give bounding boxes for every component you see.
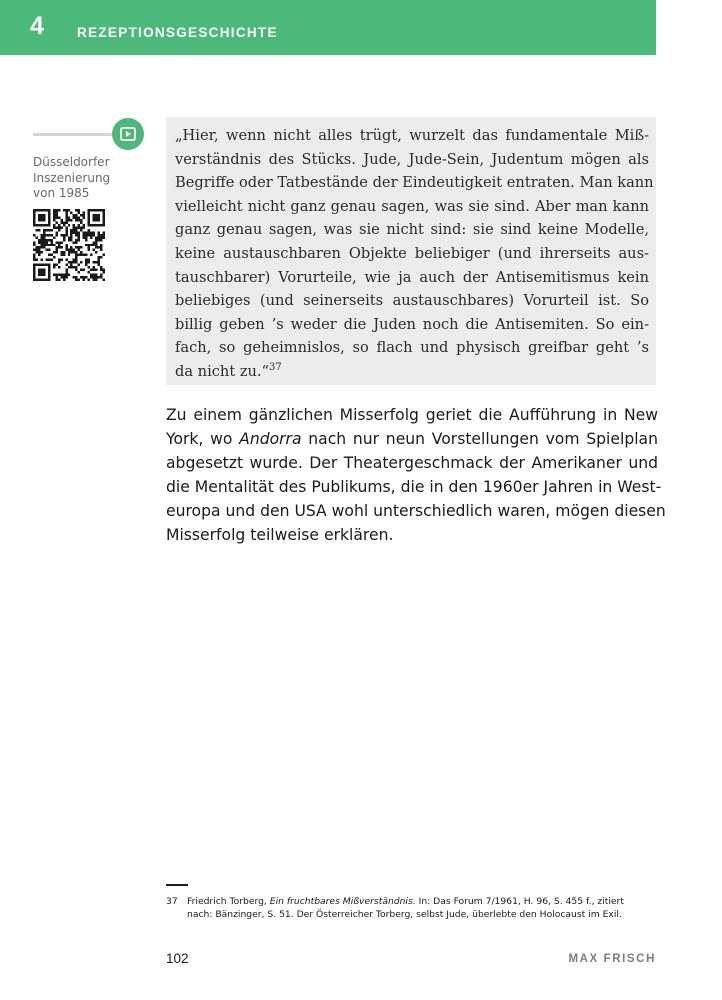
body-line: europa und den USA wohl unterschiedlich waren, mögen diesen [166, 502, 666, 520]
body-line [166, 427, 658, 451]
caption-line: von 1985 [33, 186, 90, 200]
body-text-segment: nach nur neun Vorstellungen vom Spielplan [301, 430, 658, 448]
footnote-reference[interactable]: 37 [269, 361, 282, 373]
body-line: die Mentalität des Publikums, die in den 1960er Jahren in West- [166, 478, 662, 496]
quote-line: billig geben ’s weder die Juden noch die Antisemiten. So ein- [175, 315, 649, 333]
quote-line: da nicht zu.“ [175, 362, 270, 380]
sidebar-divider [33, 133, 117, 136]
quote-line: Begriffe oder Tatbestände der Eindeutigkeit entraten. Man kann [175, 174, 654, 192]
footnote-line: nach: Bänzinger, S. 51. Der Österreicher Torberg, selbst Jude, überlebte den Holocaust im Exil. [187, 909, 622, 920]
caption-line: Inszenierung [33, 170, 111, 185]
quote-line: „Hier, wenn nicht alles trügt, wurzelt das fundamentale Miß- [175, 127, 649, 144]
body-line: Misserfolg teilweise erklären. [166, 526, 394, 544]
quote-line: keine austauschbaren Objekte beliebiger (und ihrerseits aus- [175, 244, 649, 262]
qr-code[interactable] [33, 209, 105, 281]
footnote-number: 37 [166, 896, 178, 907]
chapter-number: 4 [30, 12, 44, 40]
body-paragraph [166, 403, 666, 547]
chapter-header-bar [0, 0, 656, 55]
page-number: 102 [166, 951, 189, 966]
quote-box [166, 117, 656, 385]
body-line: abgesetzt wurde. Der Theatergeschmack der Amerikaner und [166, 454, 658, 472]
play-video-icon[interactable] [112, 118, 144, 150]
body-text-segment: York, wo [166, 430, 240, 448]
quote-last-line [175, 360, 649, 384]
footnote-line [187, 895, 658, 908]
video-caption [33, 155, 133, 202]
running-footer-title: MAX FRISCH [568, 953, 656, 965]
body-line: Zu einem gänzlichen Misserfolg geriet die Aufführung in New [166, 406, 658, 424]
play-title: Andorra [239, 430, 302, 448]
quote-line: verständnis des Stücks. Jude, Jude-Sein, Judentum mögen als [175, 150, 649, 168]
quote-line: fach, so geheimnislos, so flach und physisch greifbar geht ’s [175, 339, 649, 357]
quote-line: beliebiges (und seinerseits austauschbares) Vorurteil ist. So [175, 292, 649, 310]
quote-line: vielleicht nicht ganz genau sagen, was sie sind. Aber man kann [175, 197, 649, 215]
quote-text [175, 124, 654, 384]
footnote-citation: In: Das Forum 7/1961, H. 96, S. 455 f., zitiert [415, 896, 624, 907]
qr-code-modules [33, 209, 105, 281]
caption-line: Düsseldorfer [33, 155, 110, 169]
footnote-rule [166, 884, 188, 886]
footnote-author: Friedrich Torberg, [187, 896, 270, 907]
chapter-title: REZEPTIONSGESCHICHTE [77, 25, 278, 40]
quote-line: ganz genau sagen, was sie nicht sind: sie sind keine Modelle, [175, 221, 649, 239]
quote-line: tauschbarer) Vorurteile, wie ja auch der Antisemitismus kein [175, 268, 649, 286]
footnote-body [187, 895, 658, 921]
footnote-title: Ein fruchtbares Mißverständnis. [269, 896, 416, 907]
